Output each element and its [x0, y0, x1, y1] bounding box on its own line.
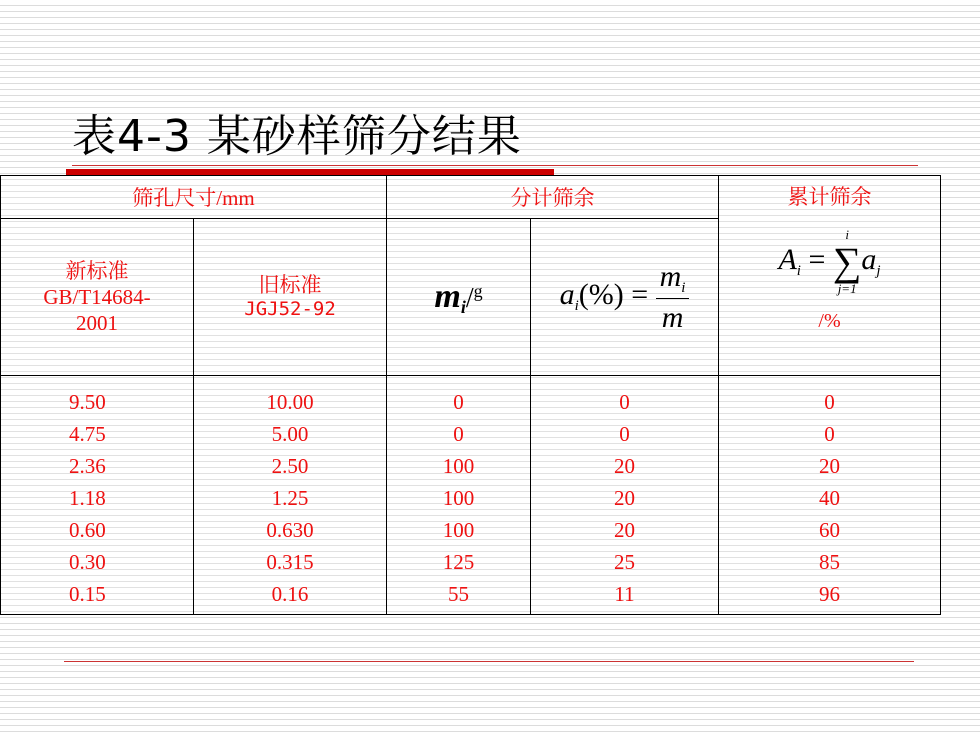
- table-cell: 25: [614, 550, 636, 574]
- table-cell: 0.15: [69, 582, 106, 606]
- new-standard-label: 新标准: [65, 258, 129, 283]
- partial-lhs: a: [559, 277, 575, 311]
- table-cell: 0.16: [271, 582, 309, 606]
- table-cell: 100: [442, 454, 475, 478]
- table-cell: 20: [614, 518, 636, 542]
- slide-title: 表4-3 某砂样筛分结果: [72, 111, 522, 162]
- header-sieve-size: 筛孔尺寸/mm: [1, 176, 387, 219]
- table-cell: 0.630: [266, 518, 314, 542]
- fraction-denominator: m: [661, 300, 684, 334]
- table-cell: 1.18: [69, 486, 106, 510]
- sieve-result-table: [0, 175, 941, 615]
- table-cell: 4.75: [69, 422, 106, 446]
- cumulative-unit: /%: [818, 310, 841, 332]
- table-cell: 0.60: [69, 518, 106, 542]
- sigma-lower: j=1: [837, 281, 857, 296]
- partial-formula: [559, 259, 690, 334]
- cumulative-lhs-sub: i: [796, 262, 801, 279]
- footer-rule: [64, 661, 914, 662]
- table-cell: 1.25: [271, 486, 309, 510]
- table-cell: 20: [819, 454, 841, 478]
- table-cell: 0: [824, 422, 835, 446]
- old-standard-label: 旧标准: [258, 273, 322, 297]
- mass-unit: g: [473, 280, 483, 301]
- col-partial: [531, 376, 719, 615]
- table-cell: 100: [442, 486, 475, 510]
- table-cell: 0: [453, 390, 464, 414]
- header-partial-retained: 分计筛余: [387, 176, 719, 219]
- table-cell: 85: [819, 550, 841, 574]
- cumulative-formula: [719, 228, 940, 296]
- table-cell: 5.00: [271, 422, 309, 446]
- table-cell: 0.315: [266, 550, 314, 574]
- header-new-standard: [1, 219, 194, 376]
- sigma-upper: i: [845, 227, 849, 242]
- table-cell: 2.36: [69, 454, 106, 478]
- old-standard-code: JGJ52-92: [244, 298, 336, 321]
- table-cell: 96: [819, 582, 841, 606]
- table-cell: 20: [614, 454, 636, 478]
- table-cell: 2.50: [271, 454, 309, 478]
- title-underline: [72, 165, 918, 166]
- partial-pct: (%) =: [578, 277, 649, 311]
- mass-subscript: i: [460, 296, 466, 317]
- col-old-standard: [194, 376, 387, 615]
- cumulative-rhs-sub: j: [876, 262, 881, 279]
- table-cell: 125: [442, 550, 475, 574]
- mass-symbol: m: [434, 277, 461, 315]
- data-row: [1, 376, 941, 615]
- table-cell: 100: [442, 518, 475, 542]
- col-new-standard: [1, 376, 194, 615]
- fraction-numerator: $m_i$: [656, 258, 690, 299]
- table-cell: 20: [614, 486, 636, 510]
- col-mass: [387, 376, 531, 615]
- header-row-group: [1, 176, 941, 219]
- table-cell: 11: [614, 582, 635, 606]
- new-standard-year: 2001: [76, 311, 118, 336]
- header-cumulative-cell: [719, 176, 941, 376]
- partial-lhs-sub: i: [574, 297, 579, 314]
- cumulative-lhs: A: [778, 242, 797, 276]
- table-cell: 40: [819, 486, 841, 510]
- sigma-icon: [833, 228, 862, 296]
- mass-formula: $m_i/^g$: [434, 277, 483, 317]
- table-cell: 0.30: [69, 550, 106, 574]
- table-cell: 0: [619, 390, 630, 414]
- table-cell: 9.50: [69, 390, 106, 414]
- table-cell: 10.00: [266, 390, 314, 414]
- sigma-symbol: ∑: [832, 239, 862, 284]
- header-cumulative-retained: 累计筛余: [787, 185, 872, 209]
- col-cumulative: [719, 376, 941, 615]
- table-cell: 0: [619, 422, 630, 446]
- header-old-standard: [194, 219, 387, 376]
- fraction: [656, 258, 690, 336]
- header-partial-formula: [531, 219, 719, 376]
- new-standard-code: GB/T14684-: [43, 284, 151, 309]
- cumulative-eq: =: [808, 242, 826, 276]
- cumulative-rhs: a: [861, 242, 877, 276]
- table-cell: 55: [448, 582, 470, 606]
- header-mass: [387, 219, 531, 376]
- table-cell: 0: [824, 390, 835, 414]
- table-cell: 0: [453, 422, 464, 446]
- table-cell: 60: [819, 518, 841, 542]
